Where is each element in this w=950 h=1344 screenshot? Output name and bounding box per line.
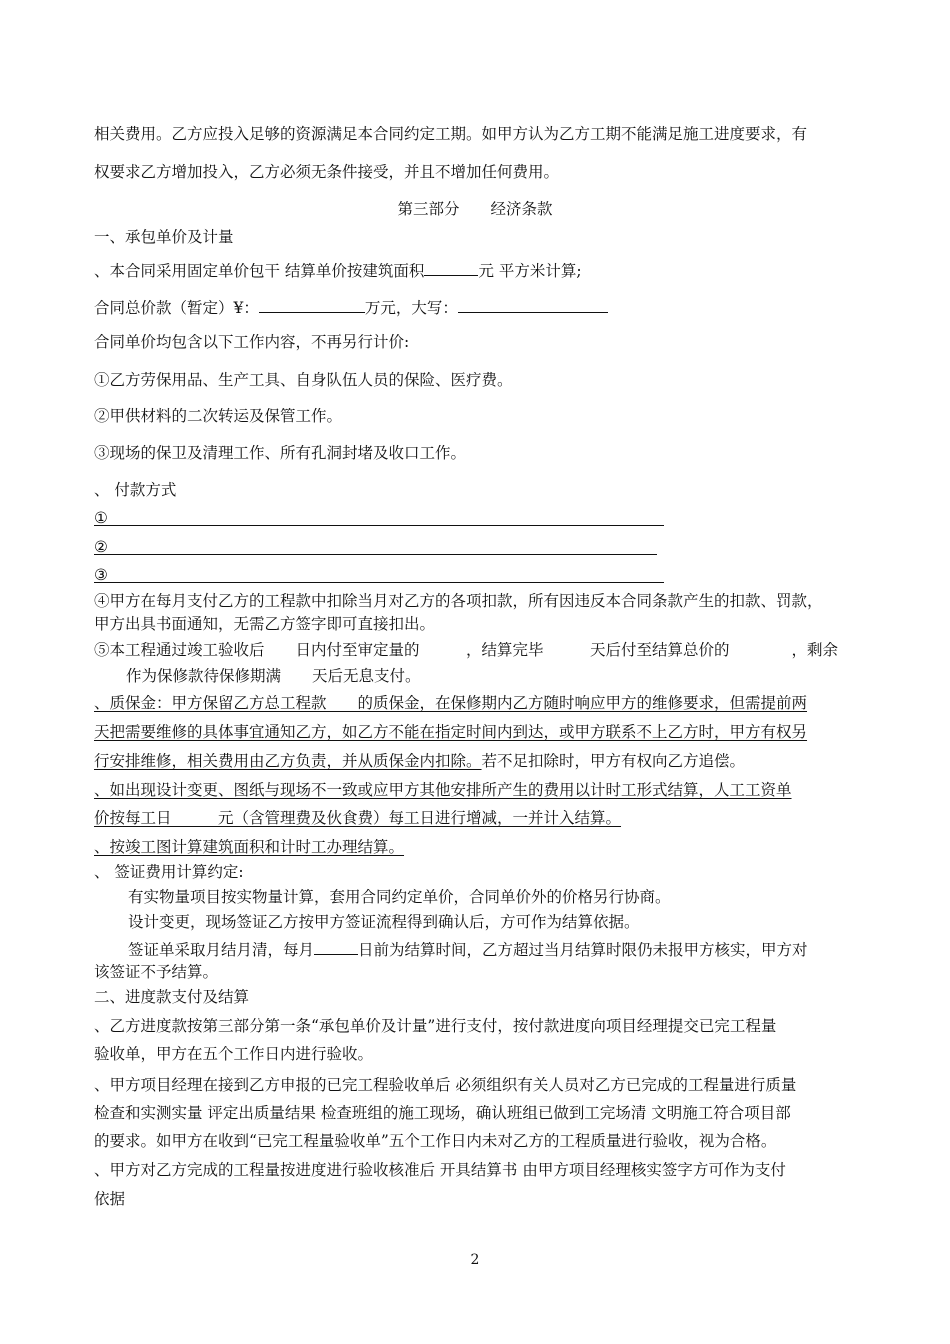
total-uppercase-blank: [458, 295, 608, 313]
heading: 、 签证费用计算约定:: [94, 863, 244, 881]
list-item: ③现场的保卫及清理工作、所有孔洞封堵及收口工作。: [94, 444, 467, 462]
unit-price-line: 、本合同采用固定单价包干 结算单价按建筑面积 元 平方米计算;: [94, 258, 582, 281]
paragraph-line: 合同单价均包含以下工作内容，不再另行计价:: [94, 333, 410, 351]
paragraph-line: 的要求。如甲方在收到“已完工程量验收单”五个工作日内未对乙方的工程质量进行验收，视为合格。: [94, 1132, 777, 1150]
payment-item-1: ①: [94, 509, 108, 527]
heading: 二、进度款支付及结算: [94, 988, 250, 1006]
design-change-line: 价按每工日 元（含管理费及伙食费）每工日进行增减，一并计入结算。: [94, 809, 622, 827]
paragraph-line: ④甲方在每月支付乙方的工程款中扣除当月对乙方的各项扣款，所有因违反本合同条款产生的扣款、罚款，: [94, 592, 823, 610]
payment-item-2: ②: [94, 538, 108, 556]
paragraph-line: 设计变更，现场签证乙方按甲方签证流程得到确认后，方可作为结算依据。: [128, 913, 640, 931]
paragraph-line: 有实物量项目按实物量计算，套用合同约定单价，合同单价外的价格另行协商。: [128, 888, 671, 906]
paragraph-line: ⑤本工程通过竣工验收后 日内付至审定量的 ，结算完毕 天后付至结算总价的 ，剩余: [94, 641, 839, 659]
total-amount-blank: [259, 295, 365, 313]
paragraph-line: 、甲方对乙方完成的工程量按进度进行验收核准后 开具结算书 由甲方项目经理核实签字方可作为支付: [94, 1161, 786, 1179]
paragraph-line: 依据: [94, 1190, 126, 1208]
paragraph-line: 相关费用。乙方应投入足够的资源满足本合同约定工期。如甲方认为乙方工期不能满足施工进度要求，有: [94, 125, 808, 143]
design-change-line: 、如出现设计变更、图纸与现场不一致或应甲方其他安排所产生的费用以计时工形式结算，人工工资单: [94, 781, 792, 799]
section-title: 第三部分 经济条款: [397, 200, 553, 218]
unit-price-blank: [424, 258, 478, 276]
warranty-line: 天把需要维修的具体事宜通知乙方，如乙方不能在指定时间内到达，或甲方联系不上乙方时，甲方有权另: [94, 723, 808, 741]
heading: 一、承包单价及计量: [94, 228, 234, 246]
paragraph-line: 权要求乙方增加投入，乙方必须无条件接受，并且不增加任何费用。: [94, 163, 560, 181]
paragraph-line: 、乙方进度款按第三部分第一条“承包单价及计量”进行支付，按付款进度向项目经理提交已完工程量: [94, 1017, 777, 1035]
paragraph-line: 检查和实测实量 评定出质量结果 检查班组的施工现场，确认班组已做到工完场清 文明施工符合项目部: [94, 1104, 791, 1122]
paragraph-line: 签证单采取月结月清，每月 日前为结算时间，乙方超过当月结算时限仍未报甲方核实，甲方对: [128, 937, 808, 960]
paragraph-line: 、甲方项目经理在接到乙方申报的已完工程验收单后 必须组织有关人员对乙方已完成的工程量进行质量: [94, 1076, 797, 1094]
payment-item-3: ③: [94, 566, 108, 584]
paragraph-line: 甲方出具书面通知，无需乙方签字即可直接扣出。: [94, 615, 436, 633]
paragraph-line: 该签证不予结算。: [94, 963, 219, 981]
area-settlement-line: 、按竣工图计算建筑面积和计时工办理结算。: [94, 838, 405, 856]
page-number: 2: [470, 1252, 480, 1268]
blank-line: [94, 525, 664, 526]
blank-line: [94, 554, 657, 555]
list-item: ①乙方劳保用品、生产工具、自身队伍人员的保险、医疗费。: [94, 371, 513, 389]
paragraph-line: 作为保修款待保修期满 天后无息支付。: [126, 667, 421, 685]
heading: 、 付款方式: [94, 481, 177, 499]
paragraph-line: 验收单，甲方在五个工作日内进行验收。: [94, 1045, 374, 1063]
list-item: ②甲供材料的二次转运及保管工作。: [94, 407, 343, 425]
day-blank: [314, 937, 358, 955]
total-price-line: 合同总价款（暂定）¥： 万元，大写：: [94, 295, 608, 318]
warranty-line: 、质保金：甲方保留乙方总工程款 的质保金，在保修期内乙方随时响应甲方的维修要求，但需提前两: [94, 694, 808, 712]
blank-line: [94, 582, 664, 583]
warranty-line: 行安排维修，相关费用由乙方负责，并从质保金内扣除。若不足扣除时，甲方有权向乙方追偿。: [94, 752, 746, 770]
